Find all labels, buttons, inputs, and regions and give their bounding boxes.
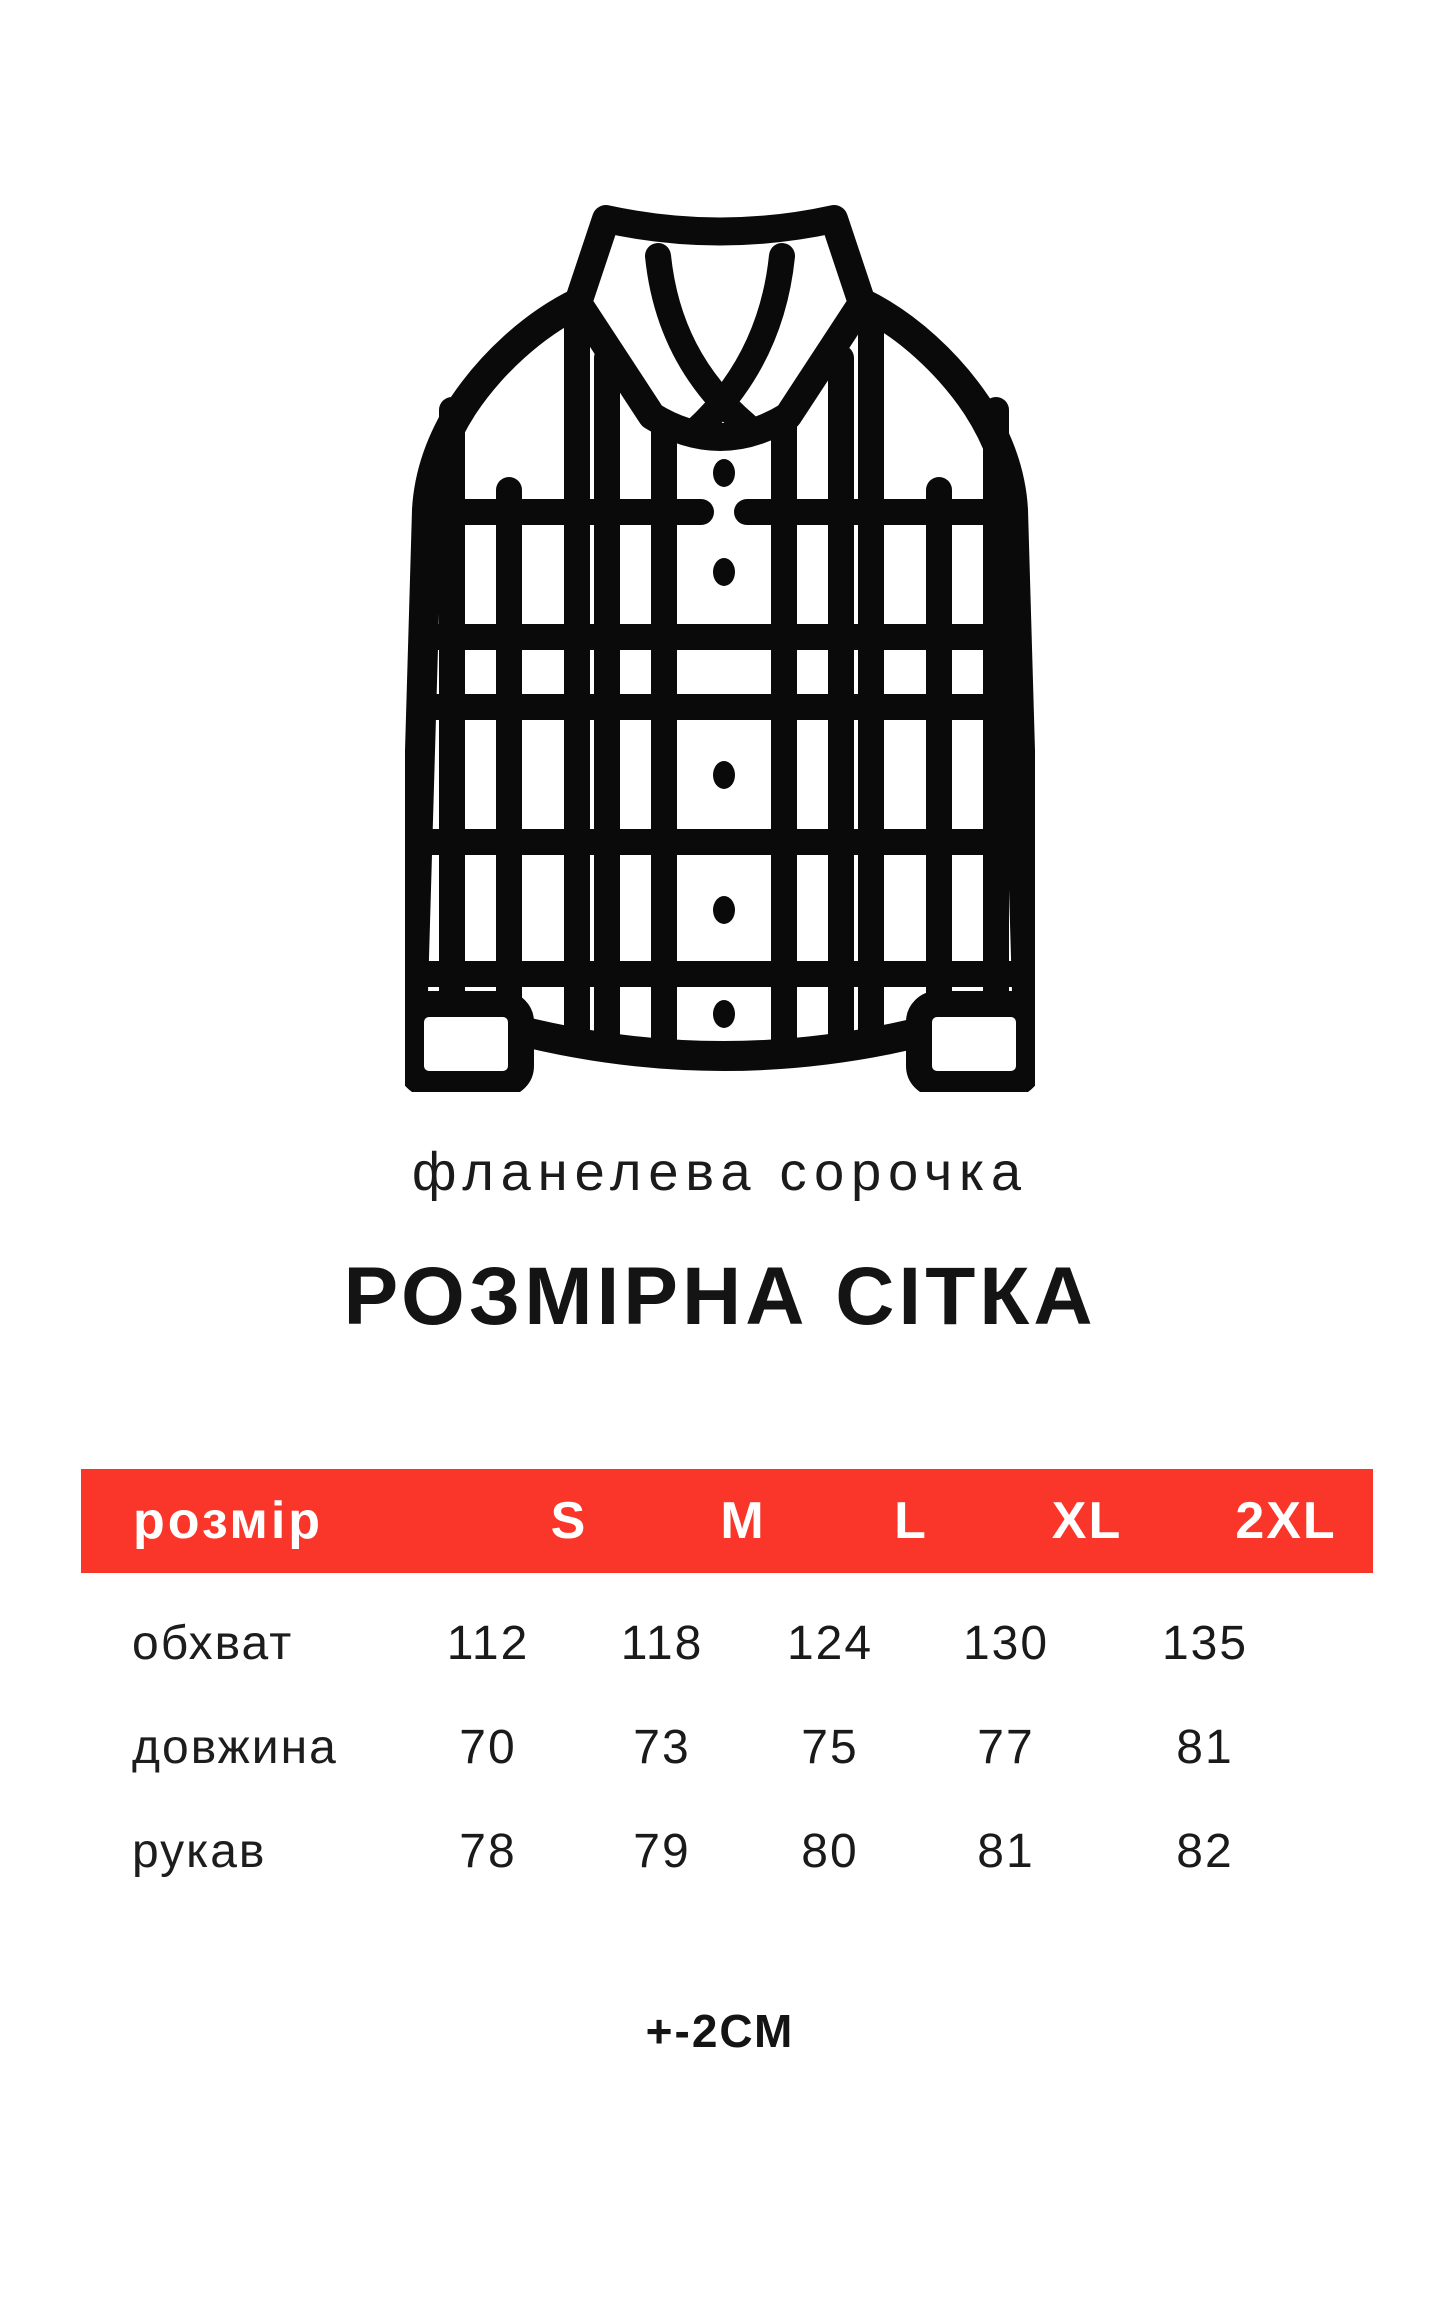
value-cell: 118 [620,1616,704,1670]
flannel-shirt-icon [405,192,1035,1092]
header-cell-size-l: L [894,1492,928,1550]
value-cell: 112 [446,1616,530,1670]
tolerance-note: +-2СМ [645,2005,795,2057]
table-row-sleeve [0,1816,1440,1886]
value-cell: 78 [459,1824,517,1878]
value-cell: 135 [1161,1616,1249,1670]
value-cell: 82 [1176,1824,1234,1878]
value-cell: 73 [633,1720,691,1774]
page-title: РОЗМІРНА СІТКА [343,1251,1097,1342]
value-cell: 124 [786,1616,874,1670]
row-label: рукав [132,1824,267,1878]
table-row-length [0,1712,1440,1782]
value-cell: 77 [977,1720,1035,1774]
size-table-header [81,1469,1373,1573]
value-cell: 80 [801,1824,859,1878]
row-label: довжина [132,1720,338,1774]
header-cell-size-xl: XL [1051,1492,1123,1550]
header-cell-size-2xl: 2XL [1235,1492,1337,1550]
header-cell-size-s: S [550,1492,588,1550]
value-cell: 81 [977,1824,1035,1878]
value-cell: 75 [801,1720,859,1774]
value-cell: 70 [459,1720,517,1774]
header-cell-size-m: M [720,1492,766,1550]
row-label: обхват [132,1616,294,1670]
value-cell: 130 [962,1616,1050,1670]
value-cell: 81 [1176,1720,1234,1774]
value-cell: 79 [633,1824,691,1878]
header-cell-size-label: розмір [133,1492,324,1550]
table-row-chest [0,1608,1440,1678]
product-subtitle: фланелева сорочка [412,1142,1028,1202]
